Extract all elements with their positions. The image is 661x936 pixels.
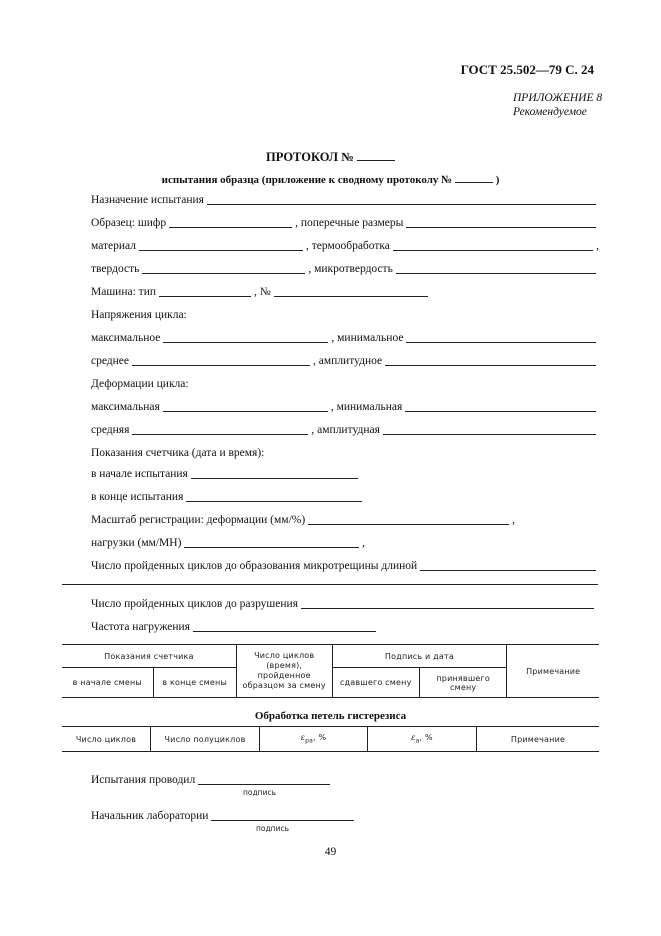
cross-dims-label: , поперечные размеры — [295, 217, 404, 229]
machine-no-field[interactable] — [274, 295, 428, 297]
sample-code-field[interactable] — [169, 226, 292, 228]
end-row — [91, 489, 365, 505]
cycles-fail-label: Число пройденных циклов до разрушения — [91, 598, 298, 610]
epsilon-a-sub: a — [415, 737, 420, 745]
epsilon-pa-unit: , % — [313, 733, 327, 743]
hardness-row — [91, 261, 599, 277]
epsilon-pa-header — [260, 727, 368, 752]
stress-heading-label: Напряжения цикла: — [91, 309, 187, 321]
strain-heading — [91, 376, 189, 392]
subtitle-close: ) — [495, 174, 500, 186]
protocol-title-text: ПРОТОКОЛ № — [266, 150, 354, 164]
cycles-crack-row — [91, 558, 599, 574]
note-header: Примечание — [507, 645, 599, 698]
shift-end-header: в конце смены — [153, 668, 236, 698]
load-field[interactable] — [184, 546, 359, 548]
epsilon-pa-sub: pa — [305, 737, 314, 745]
stress-heading — [91, 307, 187, 323]
counter-heading — [91, 445, 264, 461]
accepted-header: принявшего смену — [419, 668, 506, 698]
machine-type-field[interactable] — [159, 295, 251, 297]
tester-label: Испытания проводил — [91, 774, 196, 786]
handed-header: сдавшего смену — [332, 668, 419, 698]
protocol-subtitle — [0, 172, 661, 186]
heat-treatment-field[interactable] — [393, 249, 593, 251]
head-label: Начальник лаборатории — [91, 810, 209, 822]
head-signature-field[interactable] — [211, 819, 354, 821]
scale-comma: , — [512, 514, 515, 526]
strain-mean-row — [91, 422, 599, 438]
microhardness-label: , микротвердость — [308, 263, 393, 275]
epsilon-a-unit: , % — [419, 733, 433, 743]
strain-heading-label: Деформации цикла: — [91, 378, 189, 390]
strain-min-label: , минимальная — [330, 401, 403, 413]
machine-row — [91, 284, 431, 300]
cycles-crack-field[interactable] — [420, 569, 596, 571]
cycles-crack-continuation[interactable] — [62, 584, 598, 585]
strain-max-label: максимальная — [91, 401, 160, 413]
cycles-fail-field[interactable] — [301, 607, 594, 609]
stress-mean-row — [91, 353, 599, 369]
cycles-fail-row — [91, 596, 597, 612]
scale-field[interactable] — [308, 523, 509, 525]
purpose-row — [91, 192, 599, 208]
hysteresis-section-title: Обработка петель гистерезиса — [254, 710, 407, 722]
halfcycles-header: Число полуциклов — [151, 727, 260, 752]
hardness-field[interactable] — [142, 272, 305, 274]
freq-row — [91, 619, 379, 635]
appendix-note: Рекомендуемое — [513, 106, 587, 118]
stress-ampl-field[interactable] — [385, 364, 596, 366]
stress-ampl-label: , амплитудное — [313, 355, 383, 367]
stress-min-field[interactable] — [406, 341, 596, 343]
stress-mean-label: среднее — [91, 355, 130, 367]
freq-field[interactable] — [193, 630, 376, 632]
head-row — [91, 808, 357, 824]
scale-row — [91, 512, 515, 528]
sample-row — [91, 215, 599, 231]
purpose-field[interactable] — [207, 203, 596, 205]
strain-ampl-label: , амплитудная — [311, 424, 380, 436]
strain-mean-label: средняя — [91, 424, 130, 436]
strain-min-field[interactable] — [405, 410, 596, 412]
start-label: в начале испытания — [91, 468, 188, 480]
end-field[interactable] — [186, 500, 362, 502]
material-field[interactable] — [139, 249, 303, 251]
heat-treatment-label: , термообработка — [305, 240, 390, 252]
tester-row — [91, 772, 333, 788]
standard-header: ГОСТ 25.502—79 С. 24 — [460, 62, 594, 77]
appendix-label: ПРИЛОЖЕНИЕ 8 — [513, 92, 603, 104]
cycles-shift-line1: Число циклов — [254, 651, 315, 660]
start-row — [91, 466, 361, 482]
note2-header: Примечание — [477, 727, 600, 752]
stress-min-label: , минимальное — [331, 332, 404, 344]
material-label: материал — [91, 240, 136, 252]
shift-start-header: в начале смены — [62, 668, 153, 698]
sign-header: Подпись и дата — [332, 645, 507, 668]
machine-no-label: , № — [254, 286, 271, 298]
page-number: 49 — [324, 846, 337, 858]
load-row — [91, 535, 365, 551]
epsilon-pa-symbol: ε — [300, 733, 306, 743]
strain-mean-field[interactable] — [132, 433, 308, 435]
purpose-label: Назначение испытания — [91, 194, 204, 206]
cycles-header: Число циклов — [62, 727, 151, 752]
machine-type-label: Машина: тип — [91, 286, 157, 298]
strain-max-row — [91, 399, 599, 415]
shift-table — [62, 644, 599, 698]
cycles-shift-line3: пройденное — [257, 671, 311, 680]
stress-max-label: максимальное — [91, 332, 161, 344]
counter-header: Показания счетчика — [62, 645, 236, 668]
strain-max-field[interactable] — [163, 410, 328, 412]
counter-heading-label: Показания счетчика (дата и время): — [91, 447, 265, 459]
subtitle-text: испытания образца (приложение к сводному протоколу № — [161, 174, 453, 186]
tester-signature-field[interactable] — [198, 783, 330, 785]
load-label: нагрузки (мм/МН) — [91, 537, 182, 549]
material-row — [91, 238, 599, 254]
epsilon-a-symbol: ε — [411, 733, 416, 743]
end-label: в конце испытания — [91, 491, 184, 503]
stress-max-field[interactable] — [163, 341, 328, 343]
epsilon-a-header — [368, 727, 477, 752]
hysteresis-table — [62, 726, 599, 752]
cycles-shift-line4: образцом за смену — [242, 681, 326, 690]
stress-max-row — [91, 330, 599, 346]
protocol-number-blank[interactable] — [357, 150, 395, 161]
microhardness-field[interactable] — [396, 272, 596, 274]
tester-signature-caption: подпись — [243, 788, 276, 797]
cycles-crack-label: Число пройденных циклов до образования микротрещины длиной — [91, 560, 418, 572]
hardness-label: твердость — [91, 263, 140, 275]
protocol-title — [0, 150, 661, 165]
row-comma: , — [596, 240, 599, 252]
strain-ampl-field[interactable] — [383, 433, 596, 435]
scale-label: Масштаб регистрации: деформации (мм/%) — [91, 514, 306, 526]
load-comma: , — [362, 537, 365, 549]
cycles-shift-line2: (время), — [266, 661, 303, 670]
head-signature-caption: подпись — [256, 824, 289, 833]
cycles-shift-header — [236, 645, 332, 698]
start-field[interactable] — [191, 477, 358, 479]
freq-label: Частота нагружения — [91, 621, 190, 633]
cross-dims-field[interactable] — [406, 226, 596, 228]
stress-mean-field[interactable] — [132, 364, 310, 366]
sample-code-label: Образец: шифр — [91, 217, 167, 229]
summary-number-blank[interactable] — [455, 172, 493, 183]
